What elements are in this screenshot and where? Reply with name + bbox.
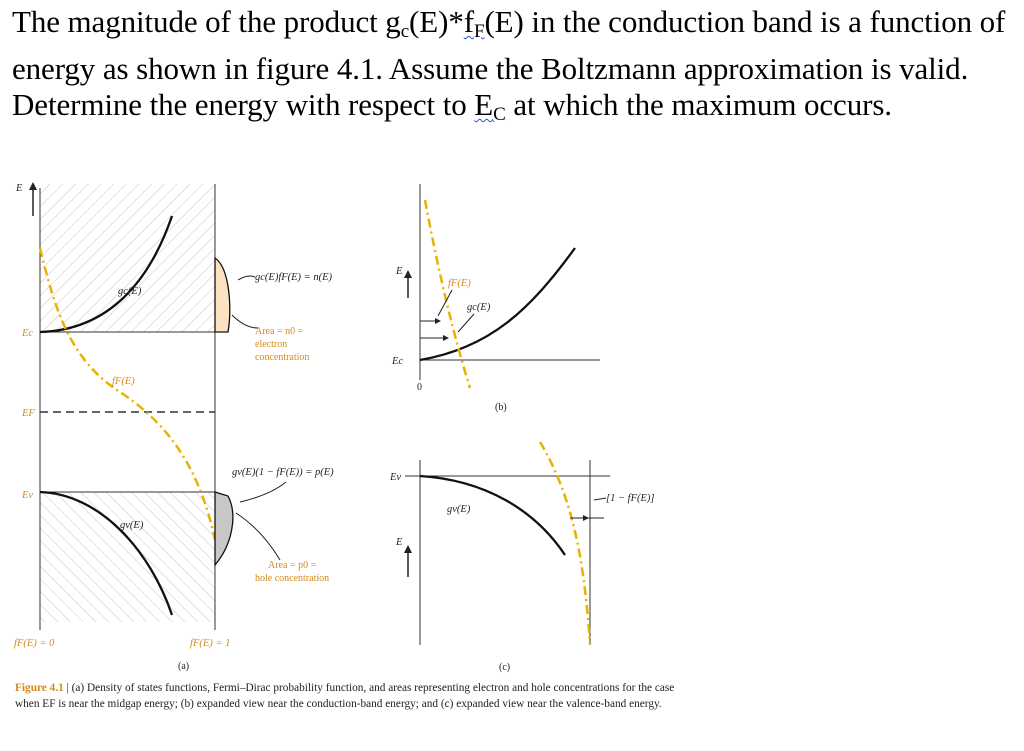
question-part-3: at which the maximum occurs. (505, 87, 892, 122)
question-part-2: (E) in the conduction band is a function of energy as shown in figure 4.1. Assume the Boltzmann approximation is valid. Determine the energy with respect to (12, 4, 1006, 122)
question-part-1: The magnitude of the product (12, 4, 386, 39)
e-arrowhead-c (404, 545, 412, 553)
figure-4-1 (0, 170, 1024, 690)
label-gc-b: gc(E) (467, 302, 491, 313)
e-arrowhead-a (29, 182, 37, 190)
gv-curve-c (420, 476, 565, 555)
label-f1: fF(E) = 1 (190, 638, 231, 649)
figure-caption (15, 681, 675, 712)
label-e-c: E (396, 537, 403, 548)
question-text: The magnitude of the product $g_c(E)*f_F(E)$ in the conduction band is a function of energy as shown in figure 4.1. Assume the Boltzmann approximation is valid. Determine the energy with respect to $E_C$ at which the maximum occurs. (12, 4, 1006, 125)
leader-gc-b (458, 314, 474, 332)
squiggle-f: $f_F$ (463, 4, 485, 42)
e-arrowhead-b (404, 270, 412, 278)
leader-n-eq (238, 276, 255, 280)
label-gv-a: gv(E) (120, 520, 144, 531)
panel-c (389, 442, 655, 673)
leader-one-minus (594, 498, 606, 500)
area-n (215, 258, 230, 332)
label-area-n-3: concentration (255, 352, 310, 363)
leader-p-eq (240, 482, 286, 502)
label-panel-a: (a) (178, 661, 190, 672)
squiggle-g: $g_c$ (385, 4, 410, 42)
label-n-eq: gc(E)fF(E) = n(E) (255, 272, 333, 283)
label-gc-a: gc(E) (118, 286, 142, 297)
label-ef-a: EF (22, 408, 35, 419)
label-one-minus-ff: [1 − fF(E)] (606, 493, 655, 504)
gc-curve-b (420, 248, 575, 360)
label-e-b: E (396, 266, 403, 277)
label-area-n-1: Area = n0 = (255, 326, 304, 337)
panel-a (14, 182, 334, 672)
leader-area-p (236, 513, 280, 560)
caption-head: Figure 4.1 (15, 682, 64, 694)
label-area-p-2: hole concentration (255, 573, 330, 584)
label-zero-b: 0 (417, 382, 422, 393)
label-ec-b: Ec (392, 356, 404, 367)
label-panel-b: (b) (495, 402, 507, 413)
label-area-n-2: electron (255, 339, 288, 350)
label-e-a: E (16, 183, 23, 194)
fermi-curve-c (540, 442, 590, 645)
label-p-eq: gv(E)(1 − fF(E)) = p(E) (232, 467, 334, 478)
label-ff-b: fF(E) (448, 278, 471, 289)
panel-b (391, 184, 600, 413)
caption-text: | (a) Density of states functions, Fermi–Dirac probability function, and areas representing electron and hole concentrations for the case when EF is near the midgap energy; (b) expanded view near the conduction-band energy; and (c) expanded view near the valence-band energy. (15, 682, 675, 710)
label-ec-a: Ec (22, 328, 34, 339)
area-p (215, 492, 233, 565)
squiggle-ec: $E_C$ (474, 87, 506, 125)
label-area-p-1: Area = p0 = (268, 560, 317, 571)
label-ff-a: fF(E) (112, 376, 135, 387)
label-ev-a: Ev (22, 490, 34, 501)
label-ev-c: Ev (390, 472, 402, 483)
label-gv-c: gv(E) (447, 504, 471, 515)
conduction-hatch (40, 184, 215, 332)
label-panel-c: (c) (499, 662, 511, 673)
valence-hatch (40, 492, 215, 622)
label-f0: fF(E) = 0 (14, 638, 55, 649)
